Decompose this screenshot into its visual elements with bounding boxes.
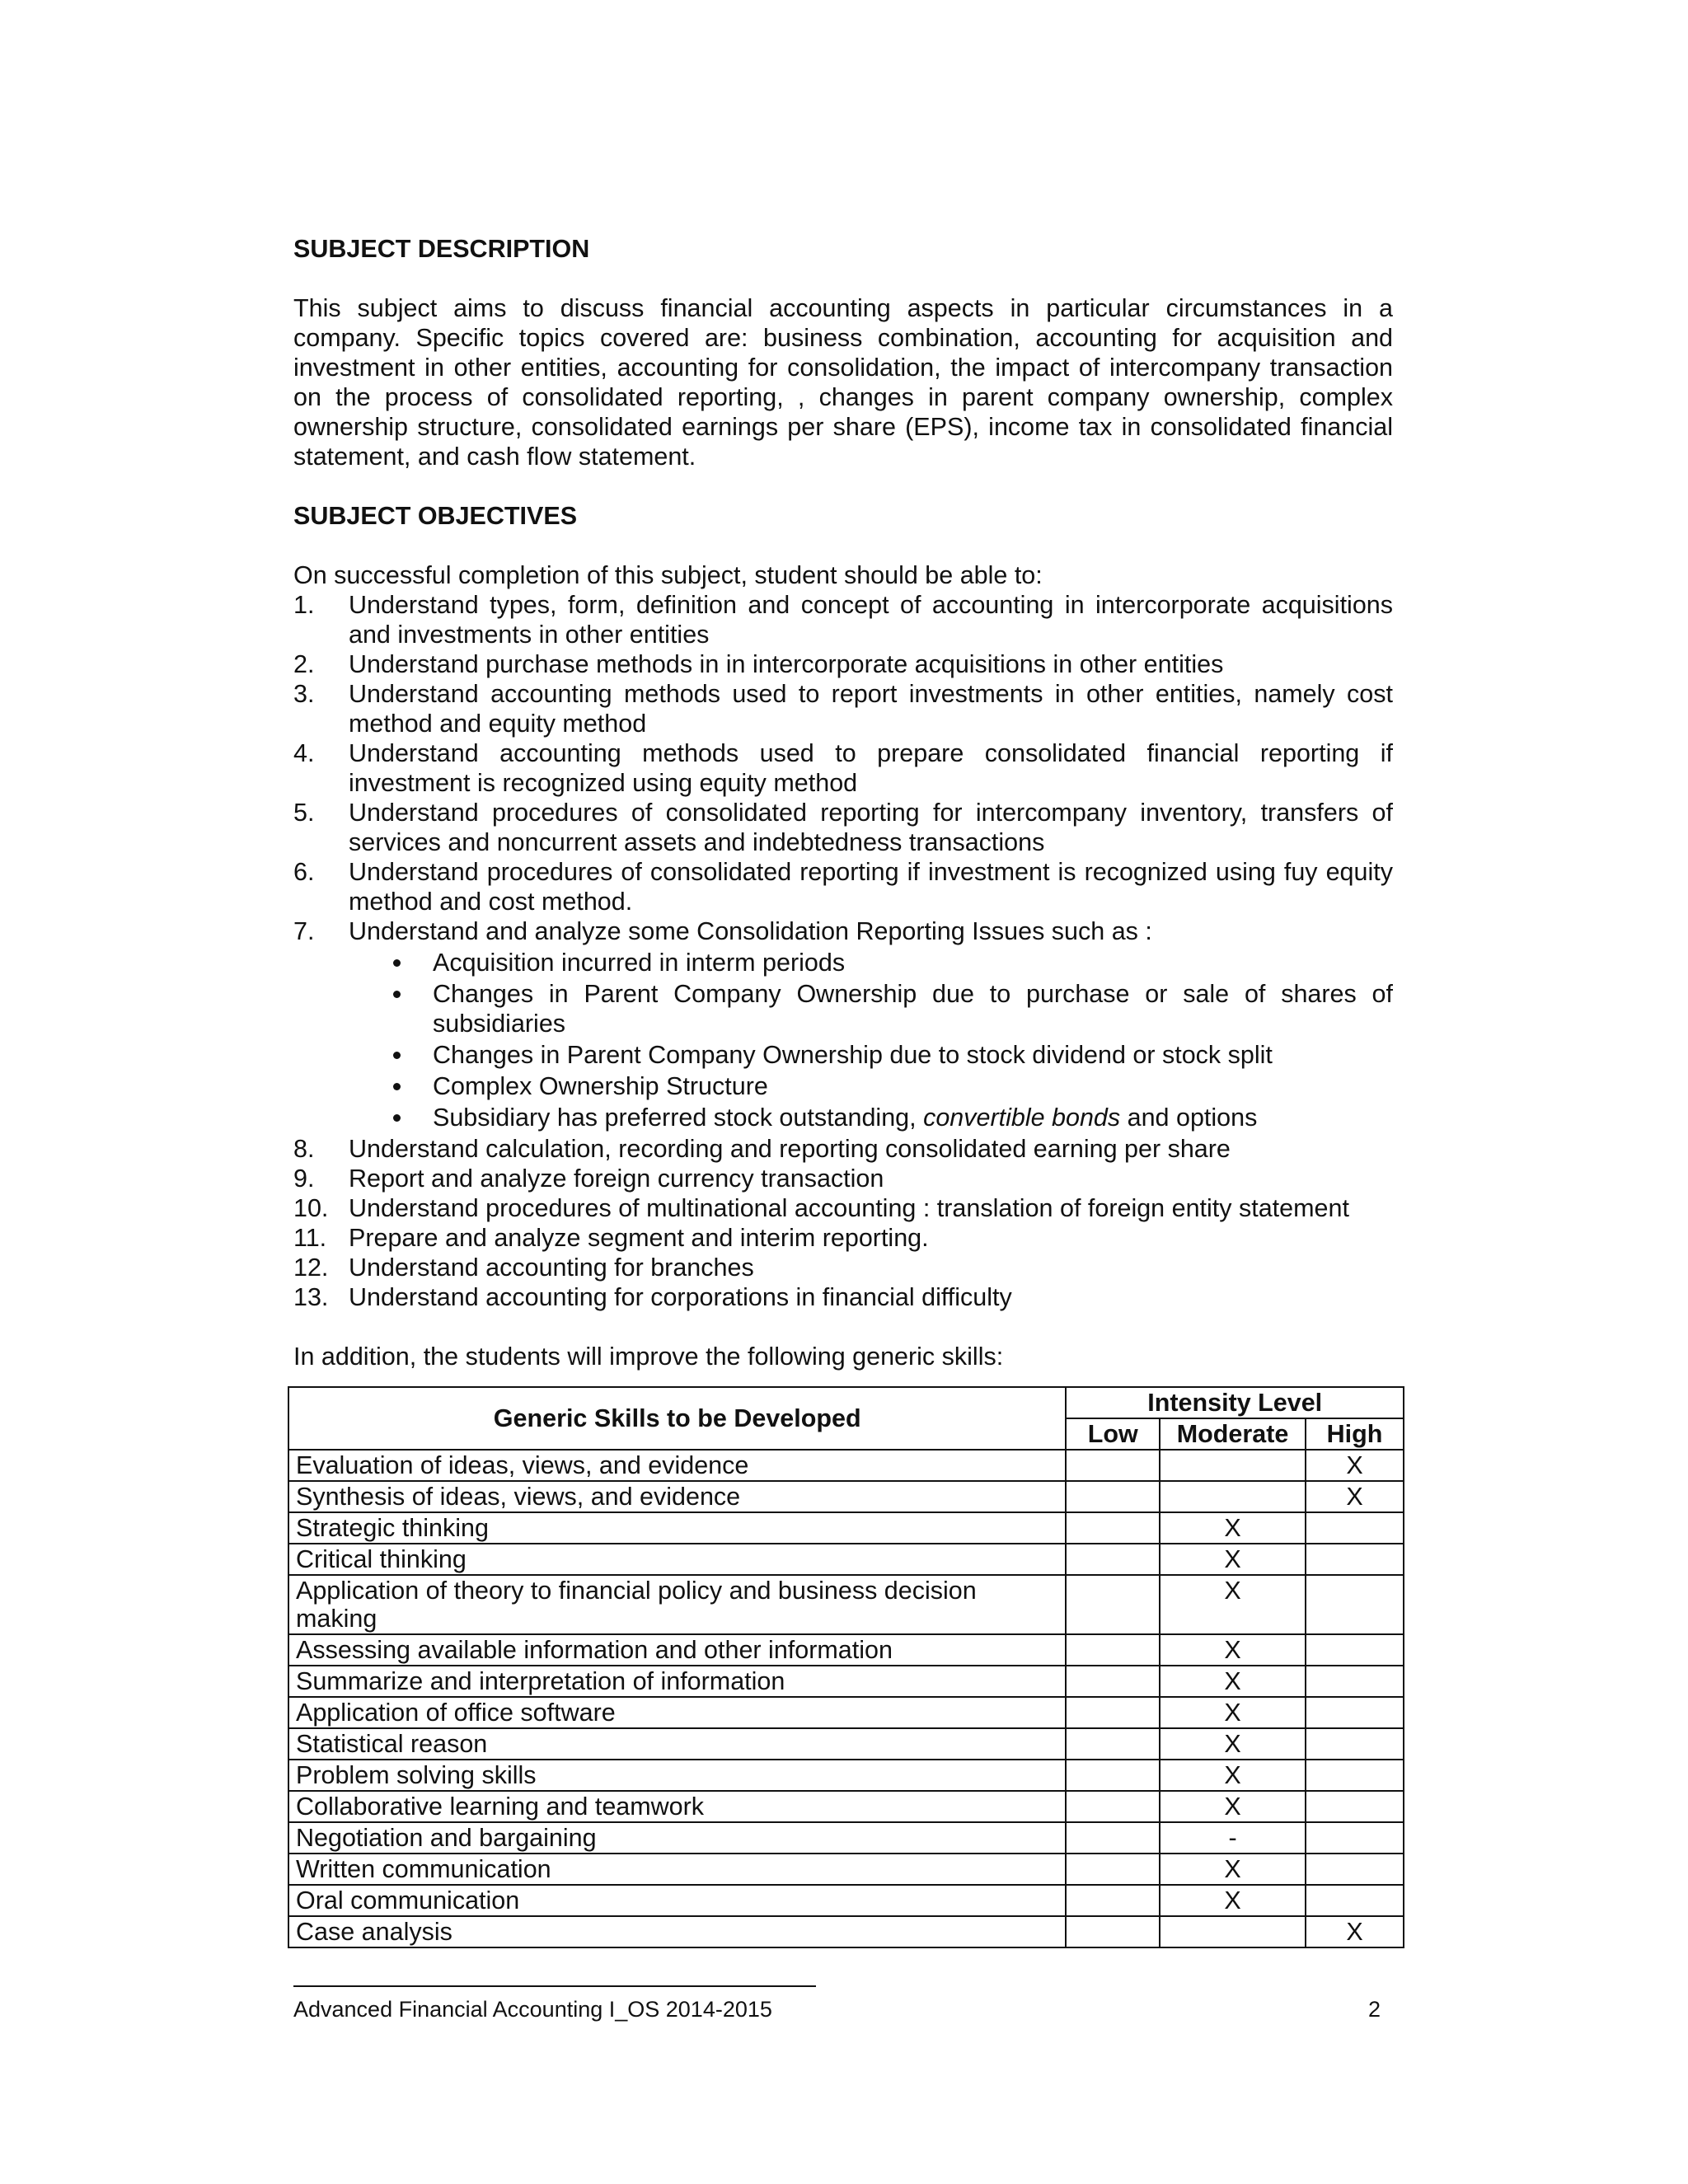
skill-name: Evaluation of ideas, views, and evidence bbox=[288, 1450, 1066, 1481]
objective-item bbox=[293, 738, 1393, 798]
objectives-intro: On successful completion of this subject, student should be able to: bbox=[293, 561, 1043, 589]
table-row bbox=[288, 1450, 1404, 1481]
skill-name: Application of theory to financial policy and business decision making bbox=[288, 1575, 1066, 1634]
objective-number: 10. bbox=[293, 1194, 329, 1222]
skill-name: Negotiation and bargaining bbox=[288, 1822, 1066, 1854]
objective-item bbox=[293, 857, 1393, 916]
low-mark bbox=[1066, 1481, 1160, 1512]
high-mark bbox=[1306, 1666, 1404, 1697]
table-row bbox=[288, 1885, 1404, 1916]
objective-number: 9. bbox=[293, 1165, 315, 1193]
issue-text: Changes in Parent Company Ownership due to stock dividend or stock split bbox=[433, 1041, 1273, 1069]
table-row bbox=[288, 1634, 1404, 1666]
bullet-icon bbox=[393, 1052, 401, 1059]
objective-item bbox=[293, 1134, 1393, 1164]
moderate-mark: X bbox=[1160, 1544, 1306, 1575]
issue-item bbox=[349, 1071, 1393, 1101]
footer-divider bbox=[293, 1985, 816, 1987]
objective-text: Understand accounting for branches bbox=[349, 1254, 754, 1282]
issue-text: Changes in Parent Company Ownership due to purchase or sale of shares of subsidiaries bbox=[433, 980, 1393, 1038]
table-row bbox=[288, 1666, 1404, 1697]
issue-item bbox=[349, 948, 1393, 977]
high-mark bbox=[1306, 1791, 1404, 1822]
objective-number: 2. bbox=[293, 650, 315, 678]
objective-number: 11. bbox=[293, 1224, 327, 1252]
low-mark bbox=[1066, 1916, 1160, 1947]
high-mark bbox=[1306, 1634, 1404, 1666]
issue-text-post: and options bbox=[1120, 1104, 1258, 1132]
issue-item bbox=[349, 979, 1393, 1038]
low-mark bbox=[1066, 1544, 1160, 1575]
skill-name: Case analysis bbox=[288, 1916, 1066, 1947]
objective-text: Understand calculation, recording and reporting consolidated earning per share bbox=[349, 1135, 1231, 1163]
document-body bbox=[293, 234, 1393, 1371]
header-high: High bbox=[1306, 1418, 1404, 1450]
moderate-mark bbox=[1160, 1481, 1306, 1512]
header-intensity: Intensity Level bbox=[1066, 1387, 1404, 1418]
objective-number: 1. bbox=[293, 591, 315, 619]
generic-skills-intro: In addition, the students will improve the following generic skills: bbox=[293, 1343, 1004, 1371]
objective-item bbox=[293, 679, 1393, 738]
bullet-icon bbox=[393, 1114, 401, 1122]
objective-item bbox=[293, 1193, 1393, 1223]
objectives-heading: SUBJECT OBJECTIVES bbox=[293, 502, 578, 530]
low-mark bbox=[1066, 1450, 1160, 1481]
table-row bbox=[288, 1822, 1404, 1854]
bullet-icon bbox=[393, 959, 401, 967]
skill-name: Problem solving skills bbox=[288, 1760, 1066, 1791]
high-mark bbox=[1306, 1854, 1404, 1885]
description-text: This subject aims to discuss financial accounting aspects in particular circumstances in a company. Specific topics covered are: business combination, accounting for acquisition and investment in other entities, accounting for consolidation, the impact of intercompany transaction on the process of consolidated reporting, , changes in parent company ownership, complex ownership structure, consolidated earnings per share (EPS), income tax in consolidated financial statement, and cash flow statement. bbox=[293, 294, 1393, 471]
issue-text: Acquisition incurred in interm periods bbox=[433, 949, 846, 977]
low-mark bbox=[1066, 1575, 1160, 1634]
objective-text: Understand accounting for corporations in financial difficulty bbox=[349, 1283, 1012, 1311]
issue-text: Complex Ownership Structure bbox=[433, 1072, 768, 1100]
objective-text: Understand procedures of consolidated reporting if investment is recognized using fuy equity method and cost method. bbox=[349, 858, 1393, 916]
page-number: 2 bbox=[1368, 1997, 1381, 2022]
low-mark bbox=[1066, 1634, 1160, 1666]
high-mark bbox=[1306, 1728, 1404, 1760]
table-row bbox=[288, 1791, 1404, 1822]
skill-name: Oral communication bbox=[288, 1885, 1066, 1916]
moderate-mark: X bbox=[1160, 1885, 1306, 1916]
moderate-mark: X bbox=[1160, 1791, 1306, 1822]
moderate-mark bbox=[1160, 1450, 1306, 1481]
bullet-icon bbox=[393, 991, 401, 998]
objective-item bbox=[293, 649, 1393, 679]
objective-number: 3. bbox=[293, 680, 315, 708]
moderate-mark: X bbox=[1160, 1728, 1306, 1760]
objective-text: Understand procedures of multinational accounting : translation of foreign entity statement bbox=[349, 1194, 1349, 1222]
description-heading: SUBJECT DESCRIPTION bbox=[293, 235, 590, 263]
moderate-mark: X bbox=[1160, 1854, 1306, 1885]
moderate-mark: X bbox=[1160, 1760, 1306, 1791]
moderate-mark bbox=[1160, 1916, 1306, 1947]
objective-text: Understand purchase methods in in intercorporate acquisitions in other entities bbox=[349, 650, 1224, 678]
skill-name: Synthesis of ideas, views, and evidence bbox=[288, 1481, 1066, 1512]
generic-skills-table bbox=[288, 1386, 1404, 1948]
table-row bbox=[288, 1481, 1404, 1512]
objective-number: 8. bbox=[293, 1135, 315, 1163]
objective-number: 13. bbox=[293, 1283, 329, 1311]
skill-name: Application of office software bbox=[288, 1697, 1066, 1728]
low-mark bbox=[1066, 1885, 1160, 1916]
skill-name: Assessing available information and other information bbox=[288, 1634, 1066, 1666]
objective-item bbox=[293, 798, 1393, 857]
skill-name: Critical thinking bbox=[288, 1544, 1066, 1575]
moderate-mark: X bbox=[1160, 1512, 1306, 1544]
objective-text: Understand accounting methods used to prepare consolidated financial reporting if investment is recognized using equity method bbox=[349, 739, 1393, 797]
bullet-icon bbox=[393, 1083, 401, 1090]
table-row bbox=[288, 1697, 1404, 1728]
issue-text-emphasis: convertible bonds bbox=[923, 1104, 1121, 1132]
objective-item bbox=[293, 590, 1393, 649]
table-row bbox=[288, 1916, 1404, 1947]
moderate-mark: X bbox=[1160, 1634, 1306, 1666]
high-mark: X bbox=[1306, 1450, 1404, 1481]
table-row bbox=[288, 1760, 1404, 1791]
moderate-mark: X bbox=[1160, 1575, 1306, 1634]
skill-name: Summarize and interpretation of information bbox=[288, 1666, 1066, 1697]
low-mark bbox=[1066, 1512, 1160, 1544]
objectives-list bbox=[293, 590, 1393, 1312]
low-mark bbox=[1066, 1854, 1160, 1885]
skill-name: Strategic thinking bbox=[288, 1512, 1066, 1544]
high-mark bbox=[1306, 1544, 1404, 1575]
table-row bbox=[288, 1575, 1404, 1634]
table-row bbox=[288, 1854, 1404, 1885]
low-mark bbox=[1066, 1728, 1160, 1760]
objective-text: Understand accounting methods used to report investments in other entities, namely cost method and equity method bbox=[349, 680, 1393, 738]
objective-item bbox=[293, 1282, 1393, 1312]
high-mark bbox=[1306, 1760, 1404, 1791]
issue-item bbox=[349, 1103, 1393, 1132]
objective-text: Report and analyze foreign currency transaction bbox=[349, 1165, 884, 1193]
header-skill: Generic Skills to be Developed bbox=[288, 1387, 1066, 1450]
header-low: Low bbox=[1066, 1418, 1160, 1450]
high-mark bbox=[1306, 1822, 1404, 1854]
high-mark: X bbox=[1306, 1481, 1404, 1512]
table-row bbox=[288, 1544, 1404, 1575]
low-mark bbox=[1066, 1666, 1160, 1697]
objective-number: 6. bbox=[293, 858, 315, 886]
high-mark bbox=[1306, 1697, 1404, 1728]
skill-name: Statistical reason bbox=[288, 1728, 1066, 1760]
table-row bbox=[288, 1728, 1404, 1760]
high-mark bbox=[1306, 1575, 1404, 1634]
low-mark bbox=[1066, 1760, 1160, 1791]
objective-number: 12. bbox=[293, 1254, 329, 1282]
objective-text: Prepare and analyze segment and interim reporting. bbox=[349, 1224, 929, 1252]
moderate-mark: X bbox=[1160, 1697, 1306, 1728]
consolidation-issues-list bbox=[349, 948, 1393, 1132]
objective-item bbox=[293, 1253, 1393, 1282]
issue-text-pre: Subsidiary has preferred stock outstanding, bbox=[433, 1104, 924, 1132]
header-moderate: Moderate bbox=[1160, 1418, 1306, 1450]
objective-text: Understand procedures of consolidated reporting for intercompany inventory, transfers of services and noncurrent assets and indebtedness transactions bbox=[349, 799, 1393, 856]
objective-item bbox=[293, 1223, 1393, 1253]
skill-name: Written communication bbox=[288, 1854, 1066, 1885]
low-mark bbox=[1066, 1697, 1160, 1728]
issue-item bbox=[349, 1040, 1393, 1070]
table-row bbox=[288, 1512, 1404, 1544]
objective-item bbox=[293, 916, 1393, 1132]
objective-text: Understand types, form, definition and concept of accounting in intercorporate acquisitions and investments in other entities bbox=[349, 591, 1393, 649]
objective-text: Understand and analyze some Consolidation Reporting Issues such as : bbox=[349, 917, 1152, 945]
low-mark bbox=[1066, 1822, 1160, 1854]
high-mark bbox=[1306, 1885, 1404, 1916]
high-mark: X bbox=[1306, 1916, 1404, 1947]
high-mark bbox=[1306, 1512, 1404, 1544]
moderate-mark: - bbox=[1160, 1822, 1306, 1854]
objective-number: 4. bbox=[293, 739, 315, 767]
footer-title: Advanced Financial Accounting I_OS 2014-2015 bbox=[293, 1997, 772, 2022]
objective-number: 5. bbox=[293, 799, 315, 827]
table-header-row bbox=[288, 1387, 1404, 1418]
moderate-mark: X bbox=[1160, 1666, 1306, 1697]
objective-number: 7. bbox=[293, 917, 315, 945]
low-mark bbox=[1066, 1791, 1160, 1822]
skill-name: Collaborative learning and teamwork bbox=[288, 1791, 1066, 1822]
objective-item bbox=[293, 1164, 1393, 1193]
